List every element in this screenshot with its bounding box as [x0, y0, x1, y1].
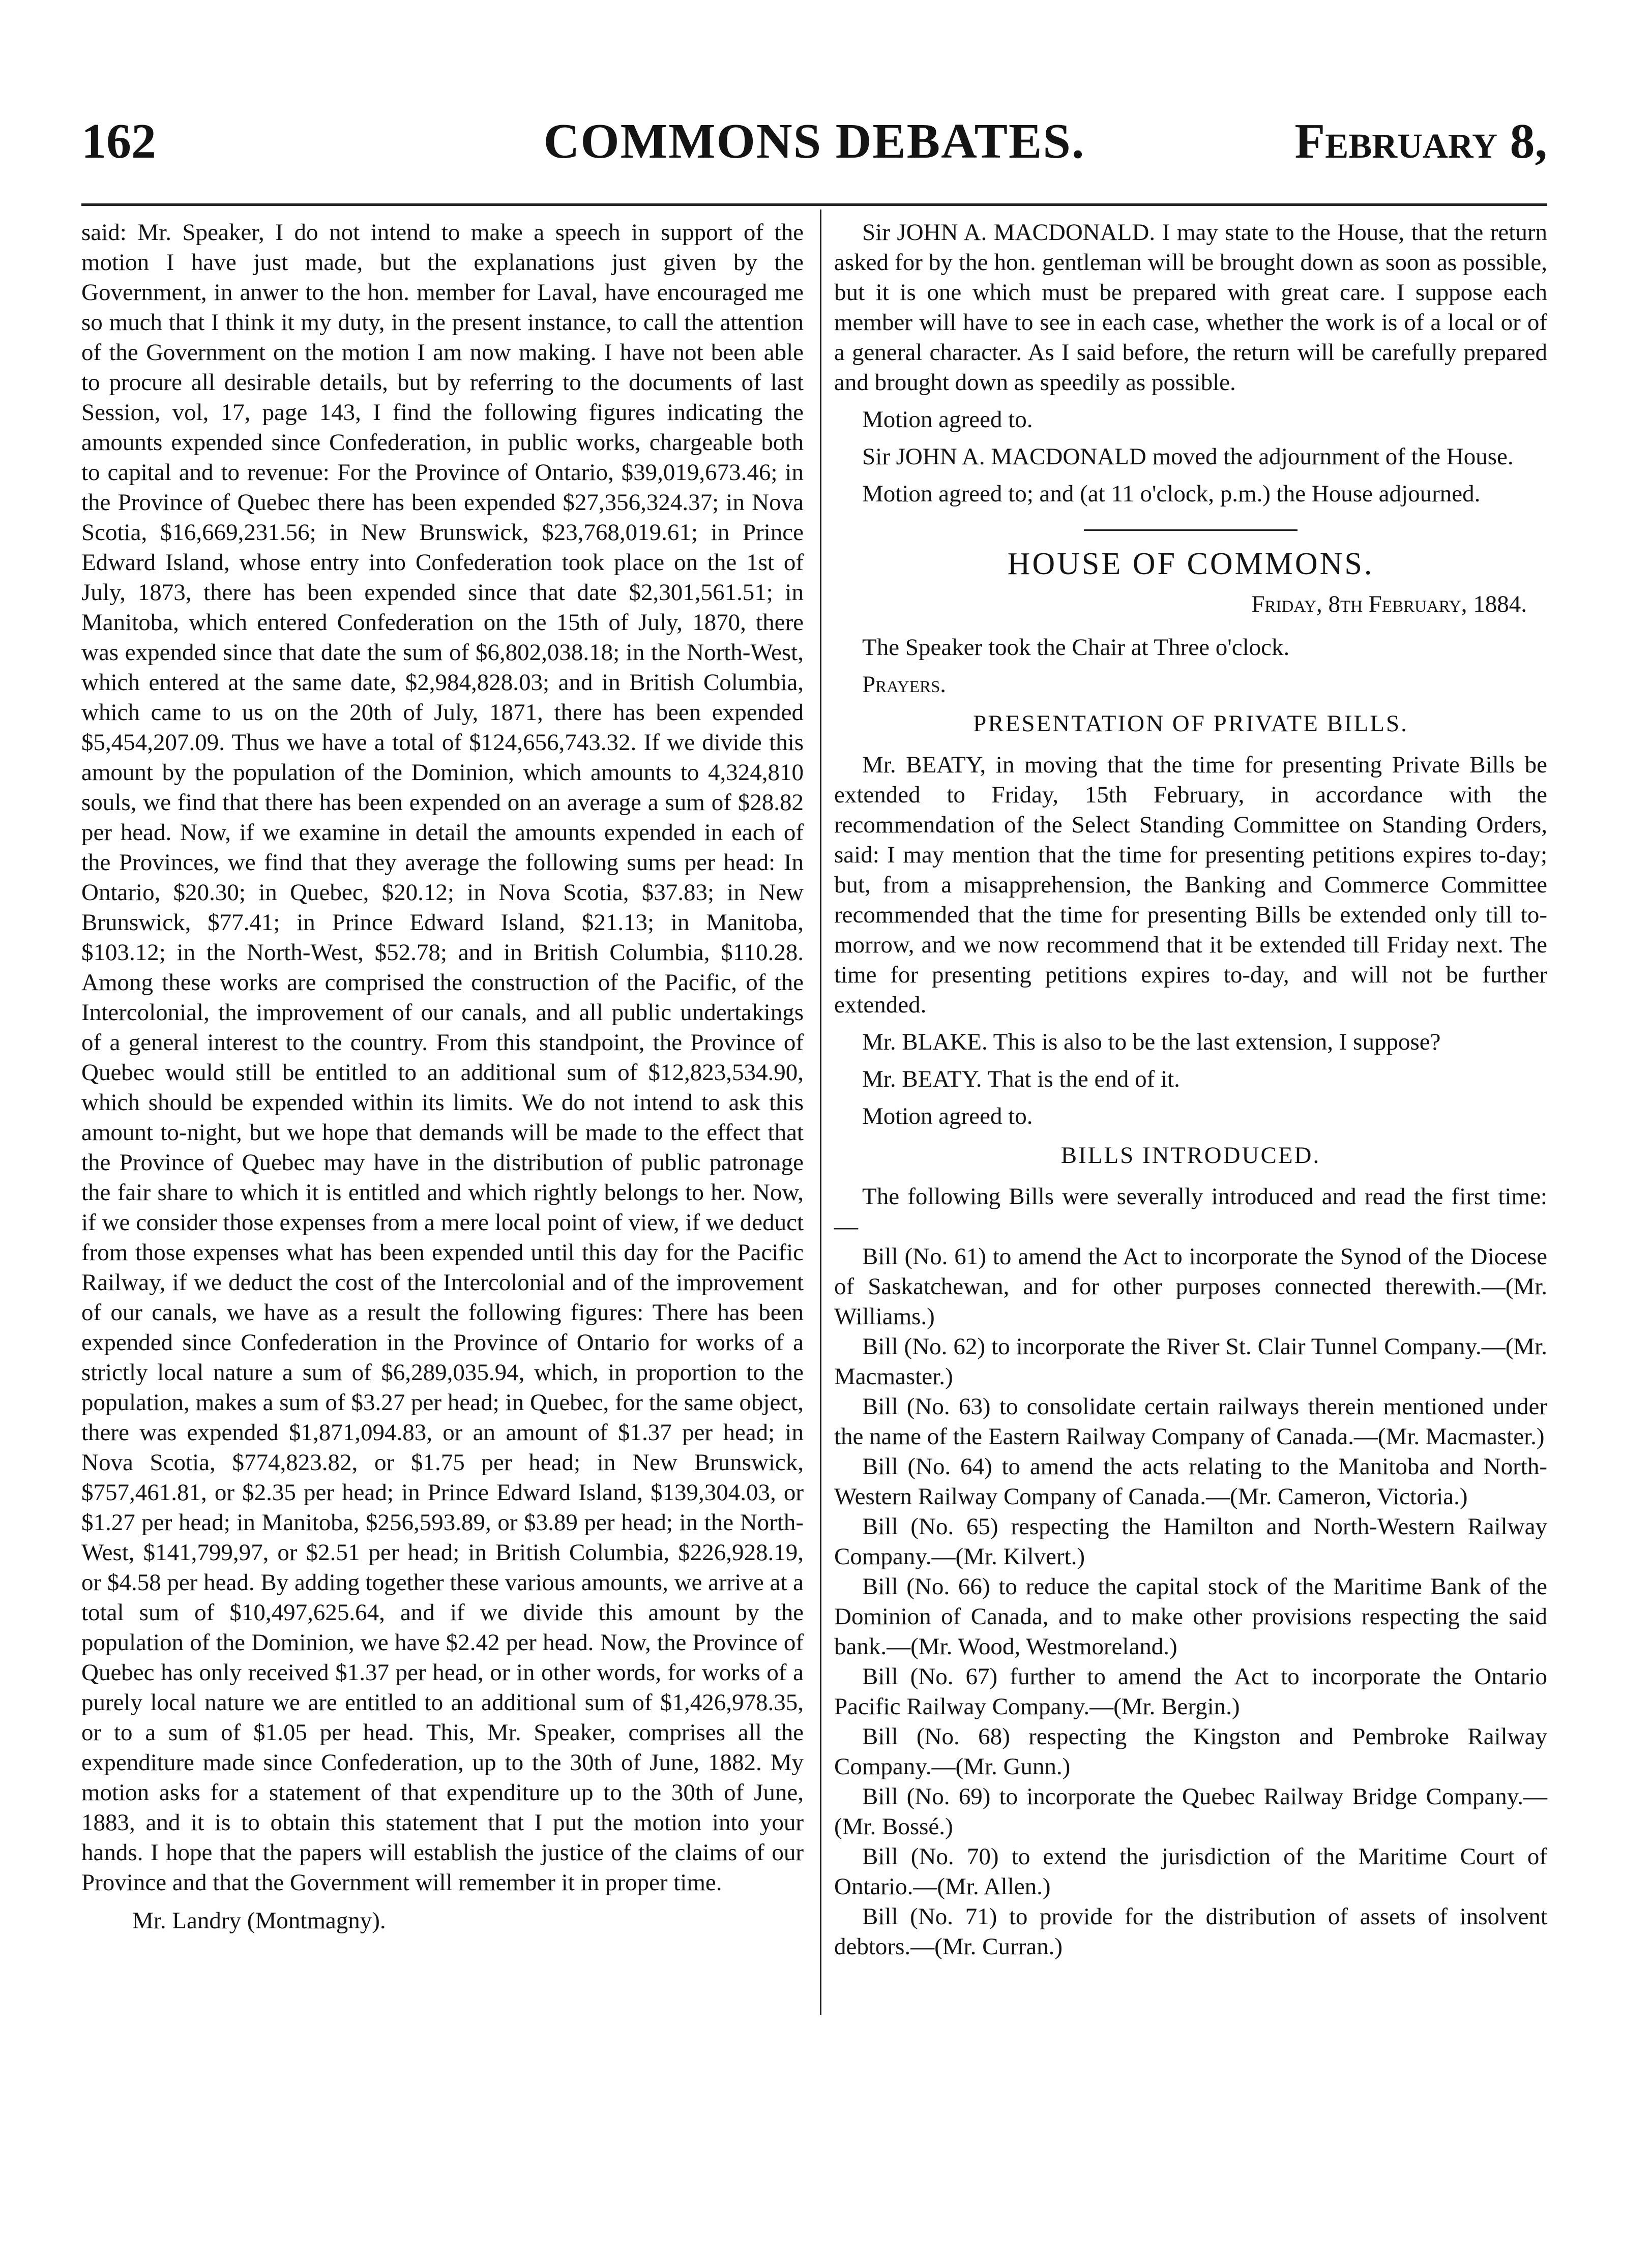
bill-item: Bill (No. 71) to provide for the distribution of assets of insolvent debtors.—(Mr. Curran.): [834, 1903, 1547, 1960]
left-column: [81, 218, 804, 1936]
bill-item: Bill (No. 67) further to amend the Act to incorporate the Ontario Pacific Railway Company.—(Mr. Bergin.): [834, 1663, 1547, 1720]
prayers: Prayers.: [862, 671, 947, 698]
sitting-date: Friday, 8th February, 1884.: [1251, 591, 1527, 617]
section-divider: [1084, 529, 1298, 531]
beaty-motion: Mr. BEATY, in moving that the time for presenting Private Bills be extended to Friday, 15th February, in accordance with the recommendation of the Select Standing Committee on Standing Orders, said: I may mention that the time for presenting petitions expires to-day; but, from a misapprehension, the Banking and Commerce Committee recommended that the time for presenting Bills be extended only till to-morrow, and we now recommend that it be extended till Friday next. The time for presenting petitions expires to-day, and will not be further extended.: [834, 752, 1547, 1018]
bill-item: Bill (No. 62) to incorporate the River St. Clair Tunnel Company.—(Mr. Macmaster.): [834, 1333, 1547, 1390]
right-column: [834, 218, 1547, 1962]
column-divider: [820, 210, 821, 2015]
bills-intro: The following Bills were severally introduced and read the first time:—: [834, 1183, 1547, 1240]
motion-agreed-2: Motion agreed to.: [862, 1103, 1033, 1129]
bill-item: Bill (No. 61) to amend the Act to incorporate the Synod of the Diocese of Saskatchewan, and for other purposes connected therewith.—(Mr. Williams.): [834, 1243, 1547, 1330]
bill-item: Bill (No. 70) to extend the jurisdiction of the Maritime Court of Ontario.—(Mr. Allen.): [834, 1843, 1547, 1900]
bill-item: Bill (No. 65) respecting the Hamilton and North-Western Railway Company.—(Mr. Kilvert.): [834, 1513, 1547, 1570]
adjournment-motion: Sir JOHN A. MACDONALD moved the adjournment of the House.: [862, 443, 1514, 470]
header-date: February 8,: [1294, 114, 1547, 169]
page-number: 162: [81, 114, 156, 169]
house-adjourned: Motion agreed to; and (at 11 o'clock, p.m.) the House adjourned.: [862, 481, 1481, 507]
header-rule: [81, 203, 1547, 206]
speech-paragraph: said: Mr. Speaker, I do not intend to make a speech in support of the motion I have just made, but the explanations just given by the Government, in anwer to the hon. member for Laval, have encouraged me so much that I think it my duty, in the present instance, to call the attention of the Government on the motion I am now making. I have not been able to procure all desirable details, but by referring to the documents of last Session, vol, 17, page 143, I find the following figures indicating the amounts expended since Confederation, in public works, chargeable both to capital and to revenue: For the Province of Ontario, $39,019,673.46; in the Province of Quebec there has been expended $27,356,324.37; in Nova Scotia, $16,669,231.56; in New Brunswick, $23,768,019.61; in Prince Edward Island, whose entry into Confederation took place on the 1st of July, 1873, there has been expended since that date $2,301,561.51; in Manitoba, which entered Confederation on the 15th of July, 1870, there was expended since that date the sum of $6,802,038.18; in the North-West, which entered at the same date, $2,984,828.03; and in British Columbia, which came to us on the 20th of July, 1871, there has been expended $5,454,207.09. Thus we have a total of $124,656,743.32. If we divide this amount by the population of the Dominion, which amounts to 4,324,810 souls, we find that there has been expended on an average a sum of $28.82 per head. Now, if we examine in detail the amounts expended in each of the Provinces, we find that they average the following sums per head: In Ontario, $20.30; in Quebec, $20.12; in Nova Scotia, $37.83; in New Brunswick, $77.41; in Prince Edward Island, $21.13; in Manitoba, $103.12; in the North-West, $52.78; and in British Columbia, $110.28. Among these works are comprised the construction of the Pacific, of the Intercolonial, the improvement of our canals, and all public undertakings of a general interest to the country. From this standpoint, the Province of Quebec would still be entitled to an additional sum of $12,823,534.90, which should be expended within its limits. We do not intend to ask this amount to-night, but we hope that demands will be made to the effect that the Province of Quebec may have in the distribution of public patronage the fair share to which it is entitled and which rightly belongs to her. Now, if we consider those expenses from a mere local point of view, if we deduct from those expenses what has been expended until this day for the Pacific Railway, if we deduct the cost of the Intercolonial and of the improvement of our canals, we have as a result the following figures: There has been expended since Confederation in the Province of Ontario for works of a strictly local nature a sum of $6,289,035.94, which, in proportion to the population, makes a sum of $3.27 per head; in Quebec, for the same object, there was expended $1,871,094.83, or an amount of $1.37 per head; in Nova Scotia, $774,823.82, or $1.75 per head; in New Brunswick, $757,461.81, or $2.35 per head; in Prince Edward Island, $139,304.03, or $1.27 per head; in Manitoba, $256,593.89, or $3.89 per head; in the North-West, $141,799,97, or $2.51 per head; in British Columbia, $226,928.19, or $4.58 per head. By adding together these various amounts, we arrive at a total sum of $10,497,625.64, and if we divide this amount by the population of the Dominion, we have $2.42 per head. Now, the Province of Quebec has only received $1.37 per head, or in other words, for works of a purely local nature we are entitled to an additional sum of $1,426,978.35, or to a sum of $1.05 per head. This, Mr. Speaker, comprises all the expenditure made since Confederation, up to the 30th of June, 1882. My motion asks for a statement of that expenditure up to the 30th of June, 1883, and it is to obtain this statement that I put the motion into your hands. I hope that the papers will establish the justice of the claims of our Province and that the Government will remember it in proper time.: [81, 219, 804, 1896]
publication-title: COMMONS DEBATES.: [543, 114, 1085, 169]
macdonald-reply: Sir JOHN A. MACDONALD. I may state to the House, that the return asked for by the hon. gentleman will be brought down as soon as possible, but it is one which must be prepared with great care. I suppose each member will have to see in each case, whether the work is of a local or of a general character. As I said before, the return will be carefully prepared and brought down as speedily as possible.: [834, 219, 1547, 396]
bill-item: Bill (No. 68) respecting the Kingston and Pembroke Railway Company.—(Mr. Gunn.): [834, 1723, 1547, 1780]
speaker-chair: The Speaker took the Chair at Three o'clock.: [862, 634, 1290, 661]
bill-item: Bill (No. 69) to incorporate the Quebec Railway Bridge Company.—(Mr. Bossé.): [834, 1783, 1547, 1840]
bill-item: Bill (No. 63) to consolidate certain railways therein mentioned under the name of the Eastern Railway Company of Canada.—(Mr. Macmaster.): [834, 1393, 1547, 1450]
blake-question: Mr. BLAKE. This is also to be the last extension, I suppose?: [862, 1029, 1441, 1055]
next-speaker: Mr. Landry (Montmagny).: [132, 1907, 386, 1934]
house-title: HOUSE OF COMMONS.: [1007, 547, 1374, 581]
page-header: [81, 113, 1547, 179]
section-bills-introduced: BILLS INTRODUCED.: [1060, 1142, 1321, 1169]
bill-item: Bill (No. 64) to amend the acts relating to the Manitoba and North-Western Railway Company of Canada.—(Mr. Cameron, Victoria.): [834, 1453, 1547, 1510]
bill-item: Bill (No. 66) to reduce the capital stock of the Maritime Bank of the Dominion of Canada, and to make other provisions respecting the said bank.—(Mr. Wood, Westmoreland.): [834, 1573, 1547, 1660]
motion-agreed-1: Motion agreed to.: [862, 406, 1033, 433]
section-private-bills: PRESENTATION OF PRIVATE BILLS.: [973, 710, 1408, 737]
beaty-answer: Mr. BEATY. That is the end of it.: [862, 1066, 1180, 1092]
